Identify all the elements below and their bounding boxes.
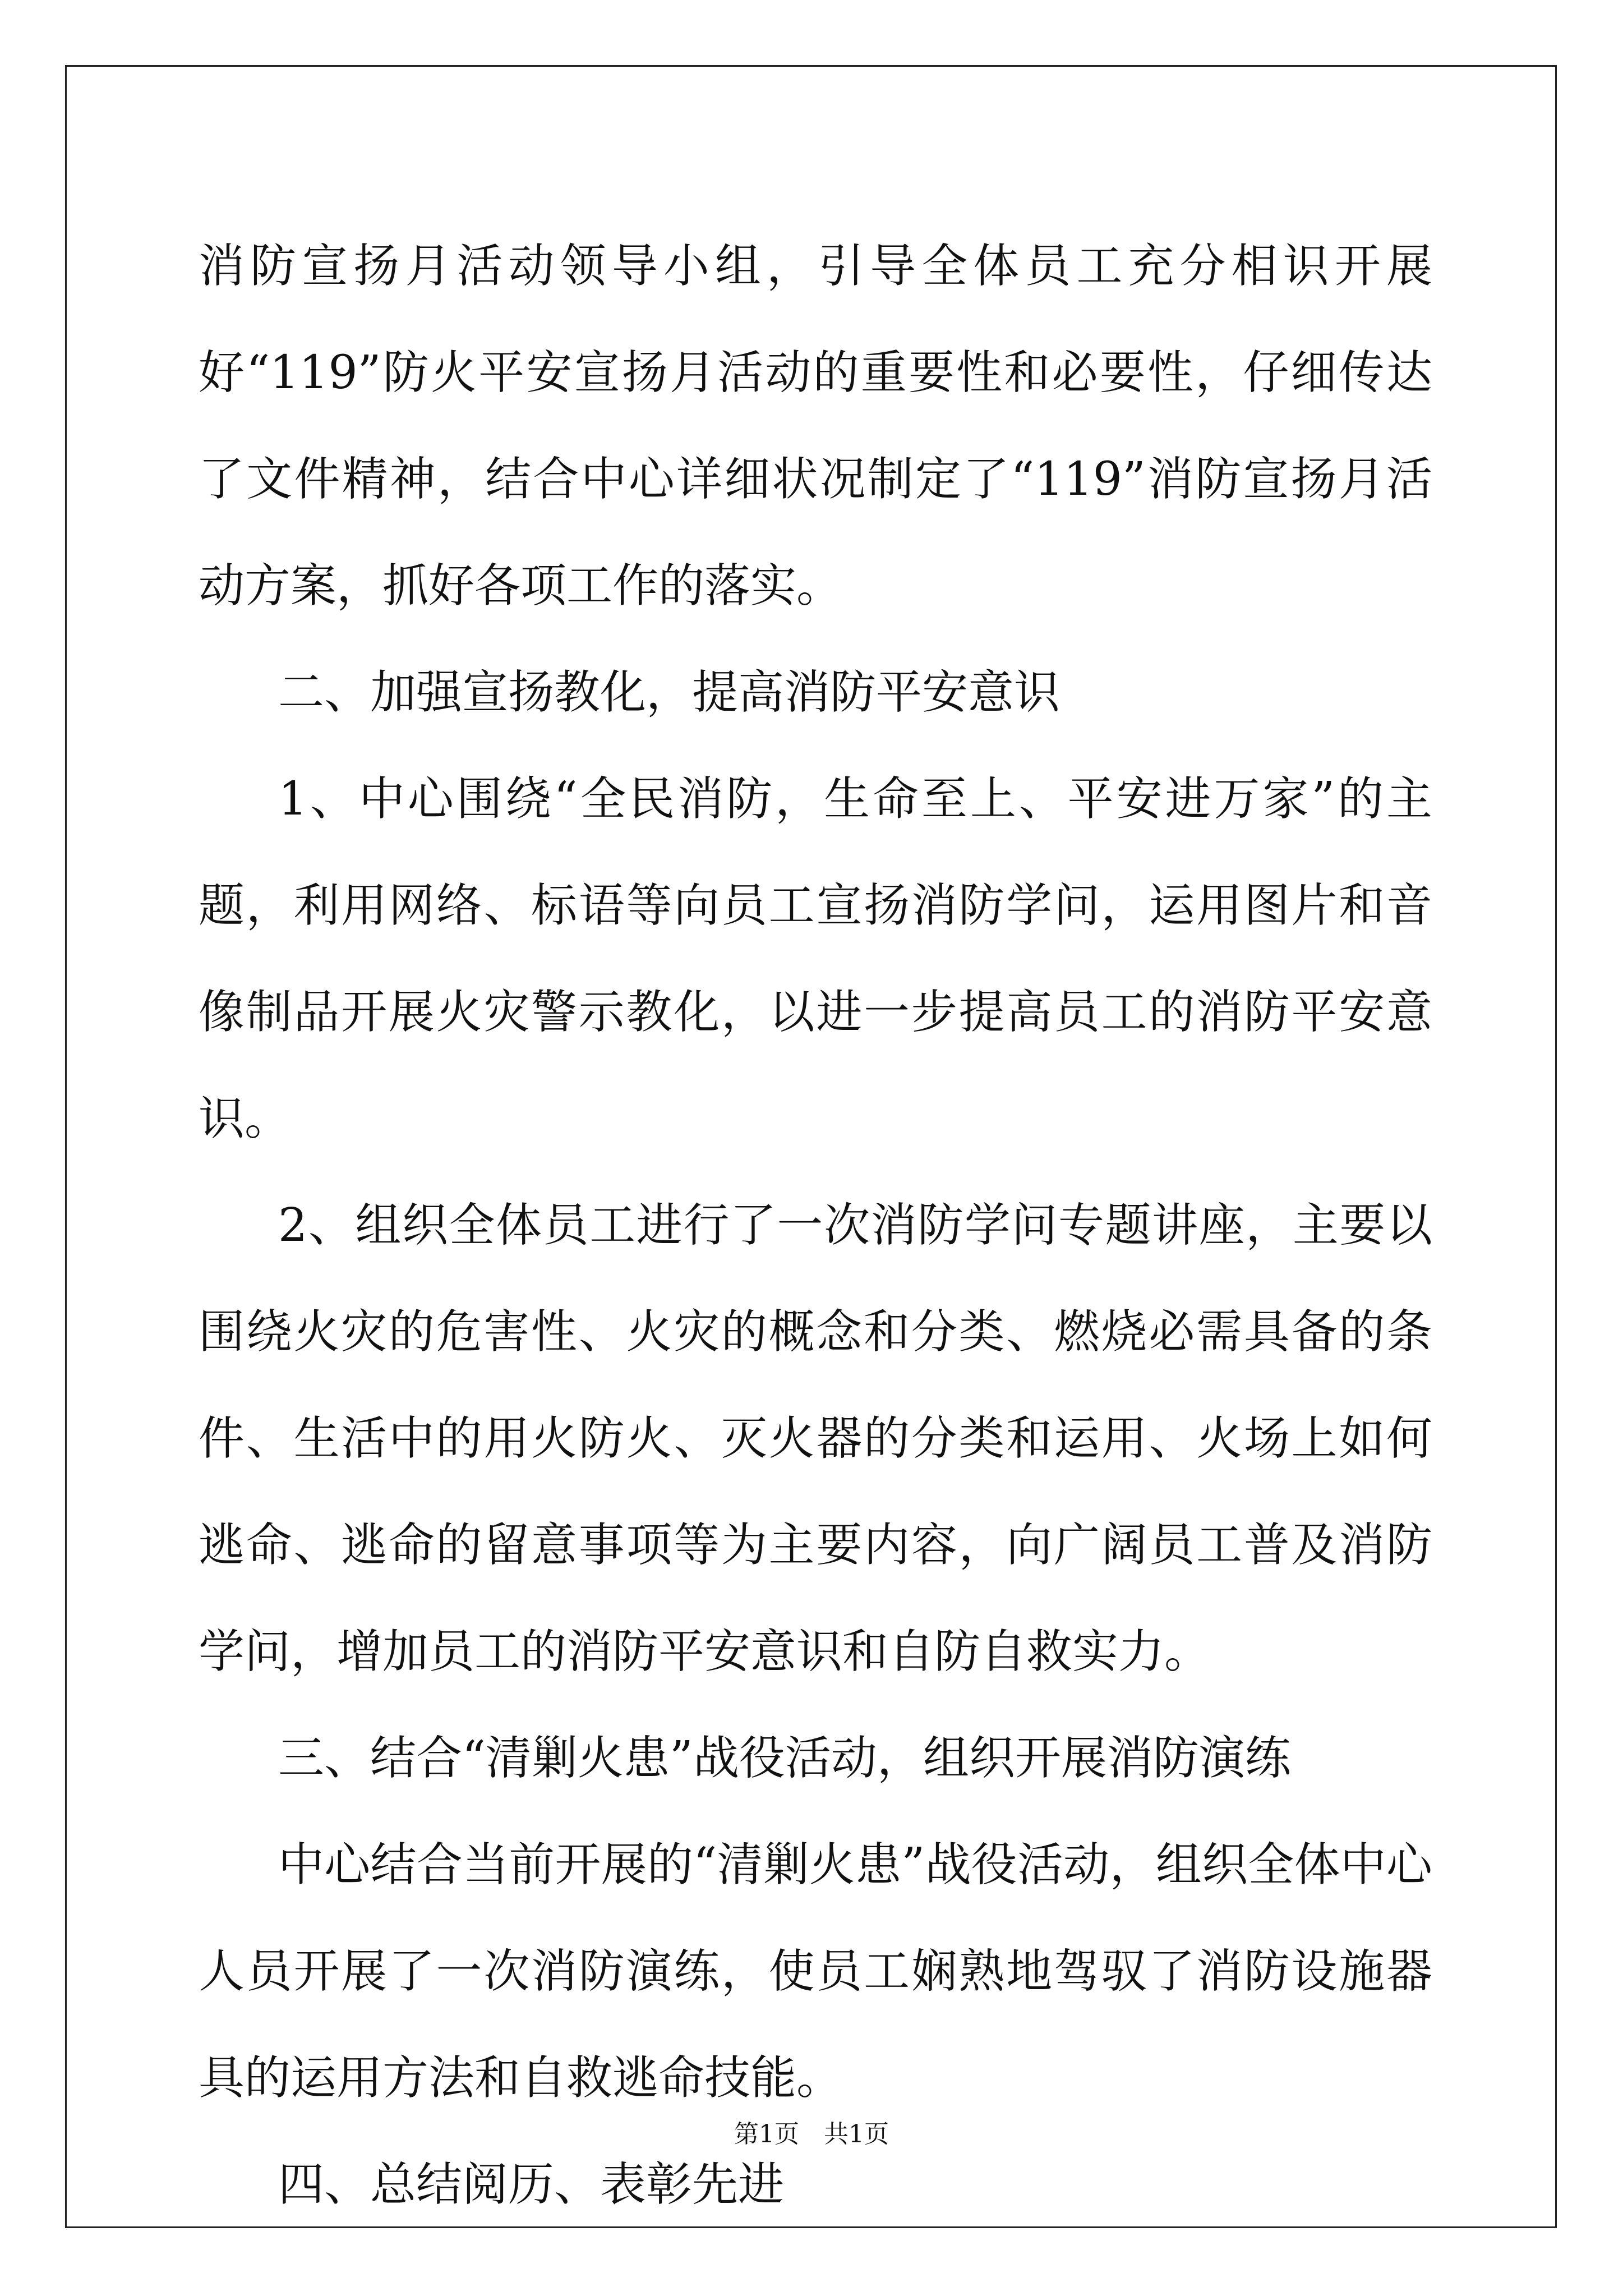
paragraph-1: 消防宣扬月活动领导小组，引导全体员工充分相识开展好“119”防火平安宣扬月活动的重要性和必要性，仔细传达了文件精神，结合中心详细状况制定了“119”消防宣扬月活动方案，抓好各项工作的落实。 [199, 240, 1432, 613]
page-number-footer: 第1页 共1页 [734, 2120, 889, 2148]
paragraph-3: 中心结合当前开展的“清剿火患”战役活动，组织全体中心人员开展了一次消防演练，使员工娴熟地驾驭了消防设施器具的运用方法和自救逃命技能。 [199, 1838, 1432, 2105]
paragraph-2-2: 2、组织全体员工进行了一次消防学问专题讲座，主要以围绕火灾的危害性、火灾的概念和分类、燃烧必需具备的条件、生活中的用火防火、灭火器的分类和运用、火场上如何逃命、逃命的留意事项等为主要内容，向广阔员工普及消防学问，增加员工的消防平安意识和自防自救实力。 [199, 1199, 1432, 1678]
section-heading-4: 四、总结阅历、表彰先进 [278, 2158, 785, 2211]
section-heading-2: 二、加强宣扬教化，提高消防平安意识 [278, 666, 1061, 719]
section-heading-3: 三、结合“清剿火患”战役活动，组织开展消防演练 [278, 1732, 1291, 1785]
paragraph-2-1: 1、中心围绕“全民消防，生命至上、平安进万家”的主题，利用网络、标语等向员工宣扬消防学问，运用图片和音像制品开展火灾警示教化，以进一步提高员工的消防平安意识。 [199, 772, 1432, 1145]
document-body [199, 213, 1432, 2238]
